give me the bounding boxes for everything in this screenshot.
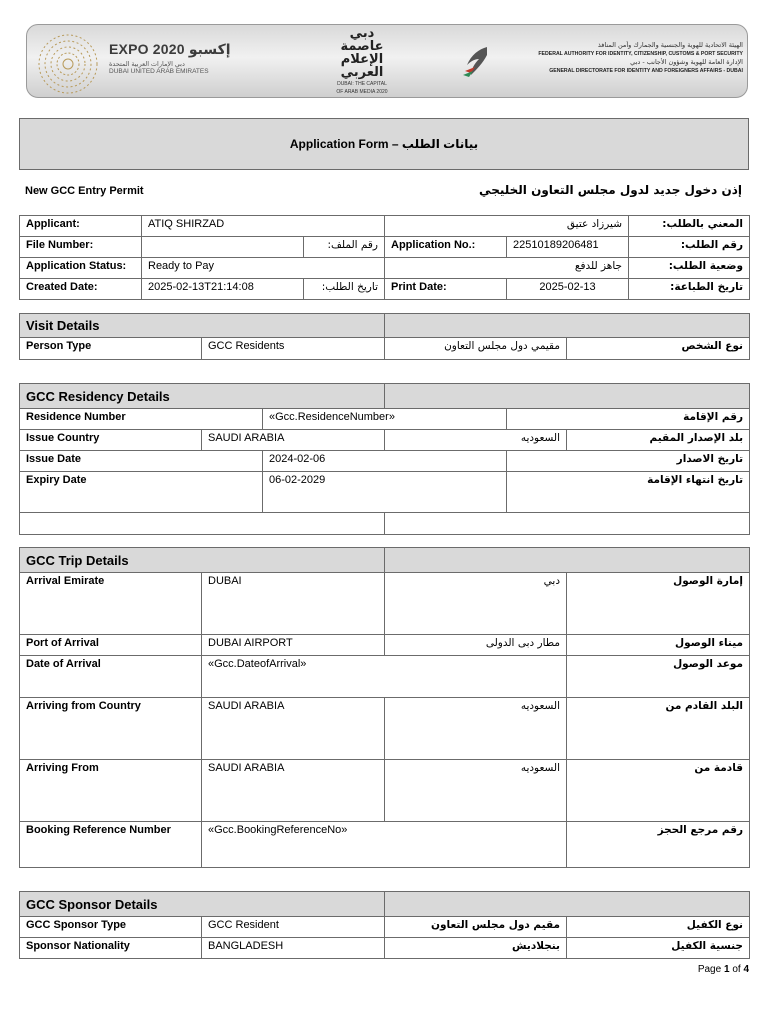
table-row: [20, 279, 750, 300]
permit-type-en: New GCC Entry Permit: [25, 185, 144, 197]
booking-reference-label-ar: رقم مرجع الحجز: [567, 822, 750, 868]
header-banner: [26, 24, 748, 98]
arrival-emirate-label: Arrival Emirate: [20, 573, 202, 635]
residence-number-value: «Gcc.ResidenceNumber»: [263, 409, 507, 430]
table-row: [20, 384, 750, 409]
file-number-value: [142, 237, 304, 258]
sponsor-nationality-label: Sponsor Nationality: [20, 938, 202, 959]
table-row: [20, 472, 750, 513]
expo-text: [109, 41, 259, 75]
empty-cell: [20, 513, 385, 535]
permit-type-ar: إذن دخول جديد لدول مجلس التعاون الخليجي: [479, 183, 742, 197]
federal-authority-text: [499, 41, 743, 75]
application-no-label: Application No.:: [385, 237, 507, 258]
table-row: [20, 656, 750, 698]
trip-section-title: GCC Trip Details: [20, 548, 385, 573]
applicant-value-ar: شيرزاد عتيق: [385, 216, 629, 237]
sponsor-type-value: GCC Resident: [202, 917, 385, 938]
print-date-value: 2025-02-13: [507, 279, 629, 300]
created-date-label: Created Date:: [20, 279, 142, 300]
applicant-label-ar: المعني بالطلب:: [629, 216, 750, 237]
residency-section-title: GCC Residency Details: [20, 384, 385, 409]
status-label-ar: وضعية الطلب:: [629, 258, 750, 279]
table-row: [20, 513, 750, 535]
arrival-emirate-value: DUBAI: [202, 573, 385, 635]
status-value-ar: جاهز للدفع: [385, 258, 629, 279]
sponsor-section-title: GCC Sponsor Details: [20, 892, 385, 917]
expo-sub-en: DUBAI UNITED ARAB EMIRATES: [109, 68, 209, 75]
person-type-value: GCC Residents: [202, 338, 385, 360]
expiry-date-label-ar: تاريخ انتهاء الإقامة: [507, 472, 750, 513]
section-header-blank: [385, 892, 750, 917]
table-row: [20, 430, 750, 451]
applicant-value: ATIQ SHIRZAD: [142, 216, 385, 237]
expiry-date-label: Expiry Date: [20, 472, 263, 513]
table-row: [20, 938, 750, 959]
page-word: Page: [697, 964, 722, 975]
status-label: Application Status:: [20, 258, 142, 279]
expo-logo-icon: [37, 33, 99, 95]
table-row: [20, 451, 750, 472]
port-of-arrival-label: Port of Arrival: [20, 635, 202, 656]
arriving-from-value-ar: السعوديه: [385, 760, 567, 822]
sponsor-nationality-value-ar: بنجلاديش: [385, 938, 567, 959]
trip-details-table: [19, 547, 750, 868]
form-title: Application Form – بيانات الطلب: [19, 118, 749, 170]
created-date-value: 2025-02-13T21:14:08: [142, 279, 304, 300]
arriving-from-country-label: Arriving from Country: [20, 698, 202, 760]
applicant-table: [19, 215, 750, 300]
media-en-2: OF ARAB MEDIA 2020: [336, 89, 388, 95]
arab-media-logo: [307, 27, 417, 95]
page-total: 4: [743, 964, 749, 975]
port-of-arrival-value-ar: مطار دبى الدولى: [385, 635, 567, 656]
issue-country-value: SAUDI ARABIA: [202, 430, 385, 451]
table-row: [20, 338, 750, 360]
visit-details-table: [19, 313, 750, 360]
sponsor-nationality-label-ar: جنسية الكفيل: [567, 938, 750, 959]
table-row: [20, 314, 750, 338]
table-row: [20, 892, 750, 917]
expiry-date-value: 06-02-2029: [263, 472, 507, 513]
table-row: [20, 258, 750, 279]
arrival-emirate-value-ar: دبي: [385, 573, 567, 635]
table-row: [20, 409, 750, 430]
issue-date-label-ar: تاريخ الاصدار: [507, 451, 750, 472]
arriving-from-value: SAUDI ARABIA: [202, 760, 385, 822]
of-word: of: [732, 964, 741, 975]
applicant-label: Applicant:: [20, 216, 142, 237]
media-en-1: DUBAI: THE CAPITAL: [337, 81, 387, 87]
issue-country-value-ar: السعوديه: [385, 430, 567, 451]
port-of-arrival-label-ar: ميناء الوصول: [567, 635, 750, 656]
port-of-arrival-value: DUBAI AIRPORT: [202, 635, 385, 656]
print-date-label: Print Date:: [385, 279, 507, 300]
person-type-value-ar: مقيمي دول مجلس التعاون: [385, 338, 567, 360]
fed-ar-1: الهيئة الاتحادية للهوية والجنسية والجمارك وأمن المنافذ: [597, 41, 743, 49]
date-of-arrival-label: Date of Arrival: [20, 656, 202, 698]
media-ar-1: دبي: [349, 26, 375, 41]
arrival-emirate-label-ar: إمارة الوصول: [567, 573, 750, 635]
page-number: 1: [723, 964, 730, 975]
table-row: [20, 698, 750, 760]
issue-country-label: Issue Country: [20, 430, 202, 451]
sponsor-type-label-ar: نوع الكفيل: [567, 917, 750, 938]
residency-details-table: [19, 383, 750, 535]
person-type-label: Person Type: [20, 338, 202, 360]
file-number-label: File Number:: [20, 237, 142, 258]
arriving-from-country-value: SAUDI ARABIA: [202, 698, 385, 760]
application-no-value: 22510189206481: [507, 237, 629, 258]
page-footer: [698, 964, 749, 975]
date-of-arrival-value: «Gcc.DateofArrival»: [202, 656, 567, 698]
arriving-from-label: Arriving From: [20, 760, 202, 822]
table-row: [20, 822, 750, 868]
status-value: Ready to Pay: [142, 258, 385, 279]
residence-number-label: Residence Number: [20, 409, 263, 430]
issue-date-label: Issue Date: [20, 451, 263, 472]
table-row: [20, 760, 750, 822]
arriving-from-country-label-ar: البلد القادم من: [567, 698, 750, 760]
falcon-emblem-icon: [457, 41, 497, 81]
booking-reference-value: «Gcc.BookingReferenceNo»: [202, 822, 567, 868]
media-ar-3: الإعلام: [340, 52, 384, 67]
table-row: [20, 216, 750, 237]
section-header-blank: [385, 548, 750, 573]
table-row: [20, 237, 750, 258]
residence-number-label-ar: رقم الإقامة: [507, 409, 750, 430]
section-header-blank: [385, 384, 750, 409]
application-no-label-ar: رقم الطلب:: [629, 237, 750, 258]
fed-en-1: FEDERAL AUTHORITY FOR IDENTITY, CITIZENSHIP, CUSTOMS & PORT SECURITY: [538, 51, 743, 57]
fed-en-2: GENERAL DIRECTORATE FOR IDENTITY AND FOREIGNERS AFFAIRS - DUBAI: [549, 68, 743, 74]
issue-country-label-ar: بلد الإصدار المقيم: [567, 430, 750, 451]
sponsor-nationality-value: BANGLADESH: [202, 938, 385, 959]
created-date-label-ar: تاريخ الطلب:: [304, 279, 385, 300]
arriving-from-label-ar: قادمة من: [567, 760, 750, 822]
arriving-from-country-value-ar: السعوديه: [385, 698, 567, 760]
date-of-arrival-label-ar: موعد الوصول: [567, 656, 750, 698]
table-row: [20, 573, 750, 635]
media-ar-2: عاصمة: [340, 39, 384, 54]
person-type-label-ar: نوع الشخص: [567, 338, 750, 360]
media-ar-4: العربي: [340, 65, 384, 80]
expo-sub-ar: دبي الإمارات العربية المتحدة: [109, 61, 185, 68]
sponsor-type-label: GCC Sponsor Type: [20, 917, 202, 938]
visit-section-title: Visit Details: [20, 314, 385, 338]
expo-title: EXPO 2020 إكسبو: [109, 41, 231, 57]
fed-ar-2: الإدارة العامة للهوية وشؤون الأجانب - دبي: [630, 58, 743, 66]
file-number-label-ar: رقم الملف:: [304, 237, 385, 258]
table-row: [20, 917, 750, 938]
table-row: [20, 635, 750, 656]
section-header-blank: [385, 314, 750, 338]
sponsor-details-table: [19, 891, 750, 959]
sponsor-type-value-ar: مقيم دول مجلس التعاون: [385, 917, 567, 938]
empty-cell: [385, 513, 750, 535]
booking-reference-label: Booking Reference Number: [20, 822, 202, 868]
issue-date-value: 2024-02-06: [263, 451, 507, 472]
table-row: [20, 548, 750, 573]
print-date-label-ar: تاريخ الطباعة:: [629, 279, 750, 300]
